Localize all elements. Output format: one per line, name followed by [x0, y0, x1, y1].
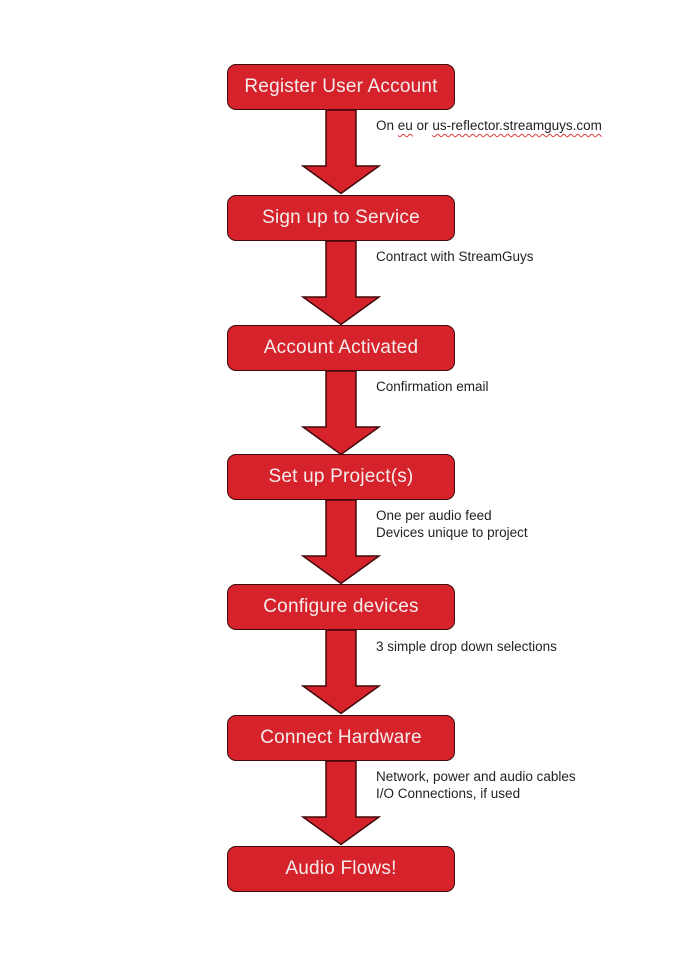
flow-step-set-up-projects	[227, 454, 455, 500]
down-arrow-icon	[301, 241, 381, 326]
flow-step-sign-up-to-service	[227, 195, 455, 241]
note-line: One per audio feed	[376, 508, 492, 523]
down-arrow-icon	[301, 761, 381, 846]
flow-step-configure-devices	[227, 584, 455, 630]
flow-step-register-user-account	[227, 64, 455, 110]
flow-step-label: Configure devices	[263, 596, 419, 617]
note-line: Devices unique to project	[376, 525, 528, 540]
note-line: Confirmation email	[376, 379, 489, 394]
step-note-projects	[376, 507, 528, 541]
step-note-configure	[376, 638, 557, 655]
note-line	[376, 117, 602, 134]
step-note-hardware	[376, 768, 576, 802]
down-arrow-icon	[301, 630, 381, 715]
note-line: 3 simple drop down selections	[376, 639, 557, 654]
step-note-register	[376, 117, 602, 134]
note-text: On	[376, 118, 398, 133]
note-line: Contract with StreamGuys	[376, 249, 534, 264]
flow-step-audio-flows	[227, 846, 455, 892]
note-text: or	[412, 118, 433, 133]
step-note-signup	[376, 248, 534, 265]
down-arrow-icon	[301, 500, 381, 585]
down-arrow-icon	[301, 371, 381, 456]
flow-step-label: Audio Flows!	[285, 858, 397, 879]
note-line: I/O Connections, if used	[376, 786, 521, 801]
down-arrow-icon	[301, 110, 381, 195]
note-line: Network, power and audio cables	[376, 769, 576, 784]
flow-step-label: Sign up to Service	[262, 207, 420, 228]
flow-step-label: Set up Project(s)	[268, 466, 414, 487]
note-text-spellcheck: us-reflector.streamguys.com	[432, 118, 602, 133]
flow-step-account-activated	[227, 325, 455, 371]
flow-step-connect-hardware	[227, 715, 455, 761]
step-note-activated	[376, 378, 489, 395]
flow-step-label: Register User Account	[244, 76, 438, 97]
note-text-spellcheck: eu	[397, 118, 413, 133]
flow-step-label: Connect Hardware	[260, 727, 422, 748]
flow-step-label: Account Activated	[263, 337, 419, 358]
